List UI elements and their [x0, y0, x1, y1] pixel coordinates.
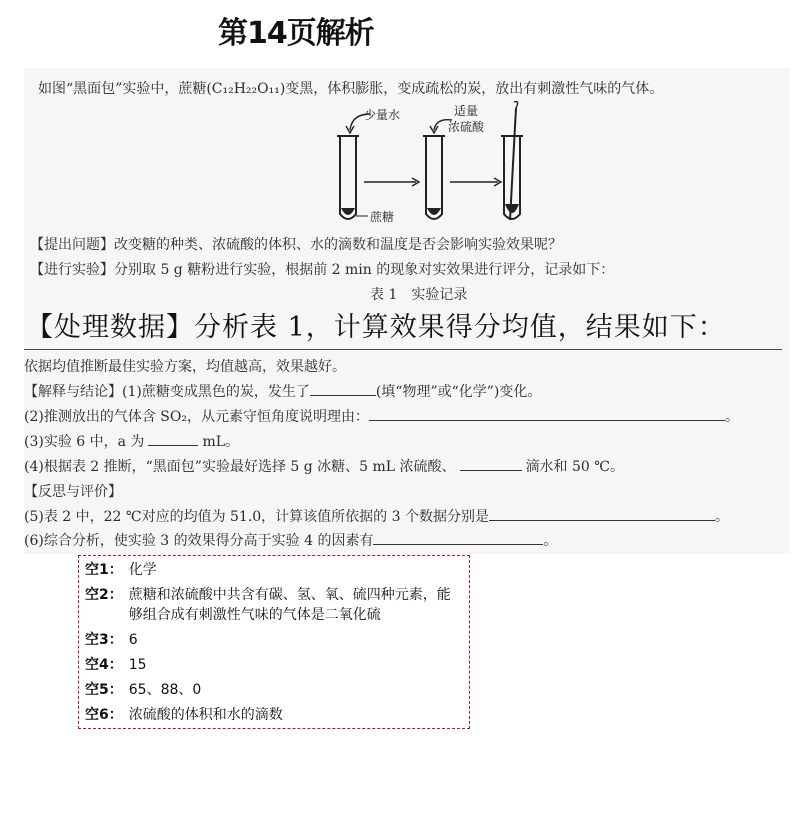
answer-value: 6	[128, 632, 138, 648]
answer-row	[85, 680, 463, 700]
question-2-period: 。	[724, 409, 739, 425]
answer-row	[85, 705, 463, 725]
question-6-text: (6)综合分析，使实验 3 的效果得分高于实验 4 的因素有	[24, 533, 374, 549]
table-caption: 表 1 实验记录	[370, 287, 468, 303]
test-tube-illustration	[330, 96, 530, 228]
blank-1	[310, 381, 376, 396]
question-1	[24, 381, 541, 401]
question-2	[24, 406, 739, 426]
answer-row	[85, 630, 463, 650]
question-5	[24, 506, 729, 526]
label-water: 少量水	[364, 108, 401, 122]
answer-row	[85, 585, 463, 625]
blank-4	[460, 456, 522, 471]
question-2-text: (2)推测放出的气体含 SO₂，从元素守恒角度说明理由：	[24, 409, 369, 425]
question-4-tail: 滴水和 50 ℃。	[525, 459, 624, 475]
question-intro: 如图“黑面包”实验中，蔗糖(C₁₂H₂₂O₁₁)变黑，体积膨胀，变成疏松的炭，放出有刺激性气味的气体。	[38, 81, 664, 97]
question-3	[24, 431, 239, 451]
label-acid-line2: 浓硫酸	[448, 120, 485, 134]
blank-2	[369, 406, 725, 421]
question-1-head: 【解释与结论】(1)蔗糖变成黑色的炭，发生了	[24, 384, 310, 400]
blank-6	[373, 530, 543, 545]
answer-key: 空1：	[85, 562, 123, 578]
question-1-tail: (填“物理”或“化学”)变化。	[375, 384, 542, 400]
question-6-period: 。	[543, 533, 558, 549]
answer-key: 空3：	[85, 632, 123, 648]
answer-value: 化学	[128, 562, 157, 578]
question-6	[24, 530, 557, 550]
reflection-heading: 【反思与评价】	[24, 484, 122, 500]
test-tube-diagram	[330, 96, 530, 228]
question-5-period: 。	[715, 509, 729, 525]
question-5-text: (5)表 2 中，22 ℃对应的均值为 51.0，计算该值所依据的 3 个数据分别是	[24, 509, 489, 525]
page-title: 第14页解析	[218, 16, 374, 51]
blank-5	[489, 506, 715, 521]
answer-value: 蔗糖和浓硫酸中共含有碳、氢、氧、硫四种元素，能够组合成有刺激性气味的气体是二氧化硫	[128, 587, 451, 623]
answer-key: 空6：	[85, 707, 123, 723]
question-3-head: (3)实验 6 中，a 为	[24, 434, 145, 450]
answer-value: 浓硫酸的体积和水的滴数	[128, 707, 283, 723]
answer-box	[78, 555, 470, 729]
question-4-head: (4)根据表 2 推断，“黑面包”实验最好选择 5 g 冰糖、5 mL 浓硫酸、	[24, 459, 456, 475]
answer-row	[85, 655, 463, 675]
inference-text: 依据均值推断最佳实验方案，均值越高，效果越好。	[24, 359, 346, 375]
question-3-tail: mL。	[202, 434, 240, 450]
answer-value: 15	[128, 657, 147, 673]
answer-value: 65、88、0	[128, 682, 202, 698]
section-rule	[24, 349, 782, 350]
raise-question: 【提出问题】改变糖的种类、浓硫酸的体积、水的滴数和温度是否会影响实验效果呢？	[30, 237, 562, 253]
experiment-text: 【进行实验】分别取 5 g 糖粉进行实验，根据前 2 min 的现象对实效果进行评分，记录如下：	[30, 262, 615, 278]
process-data-heading: 【处理数据】分析表 1，计算效果得分均值，结果如下：	[26, 312, 726, 343]
question-4	[24, 456, 624, 476]
label-sugar: 蔗糖	[370, 210, 395, 224]
answer-row	[85, 560, 463, 580]
blank-3	[148, 431, 198, 446]
answer-key: 空2：	[85, 587, 123, 603]
answer-key: 空4：	[85, 657, 123, 673]
label-acid-line1: 适量	[454, 104, 479, 118]
answer-key: 空5：	[85, 682, 123, 698]
